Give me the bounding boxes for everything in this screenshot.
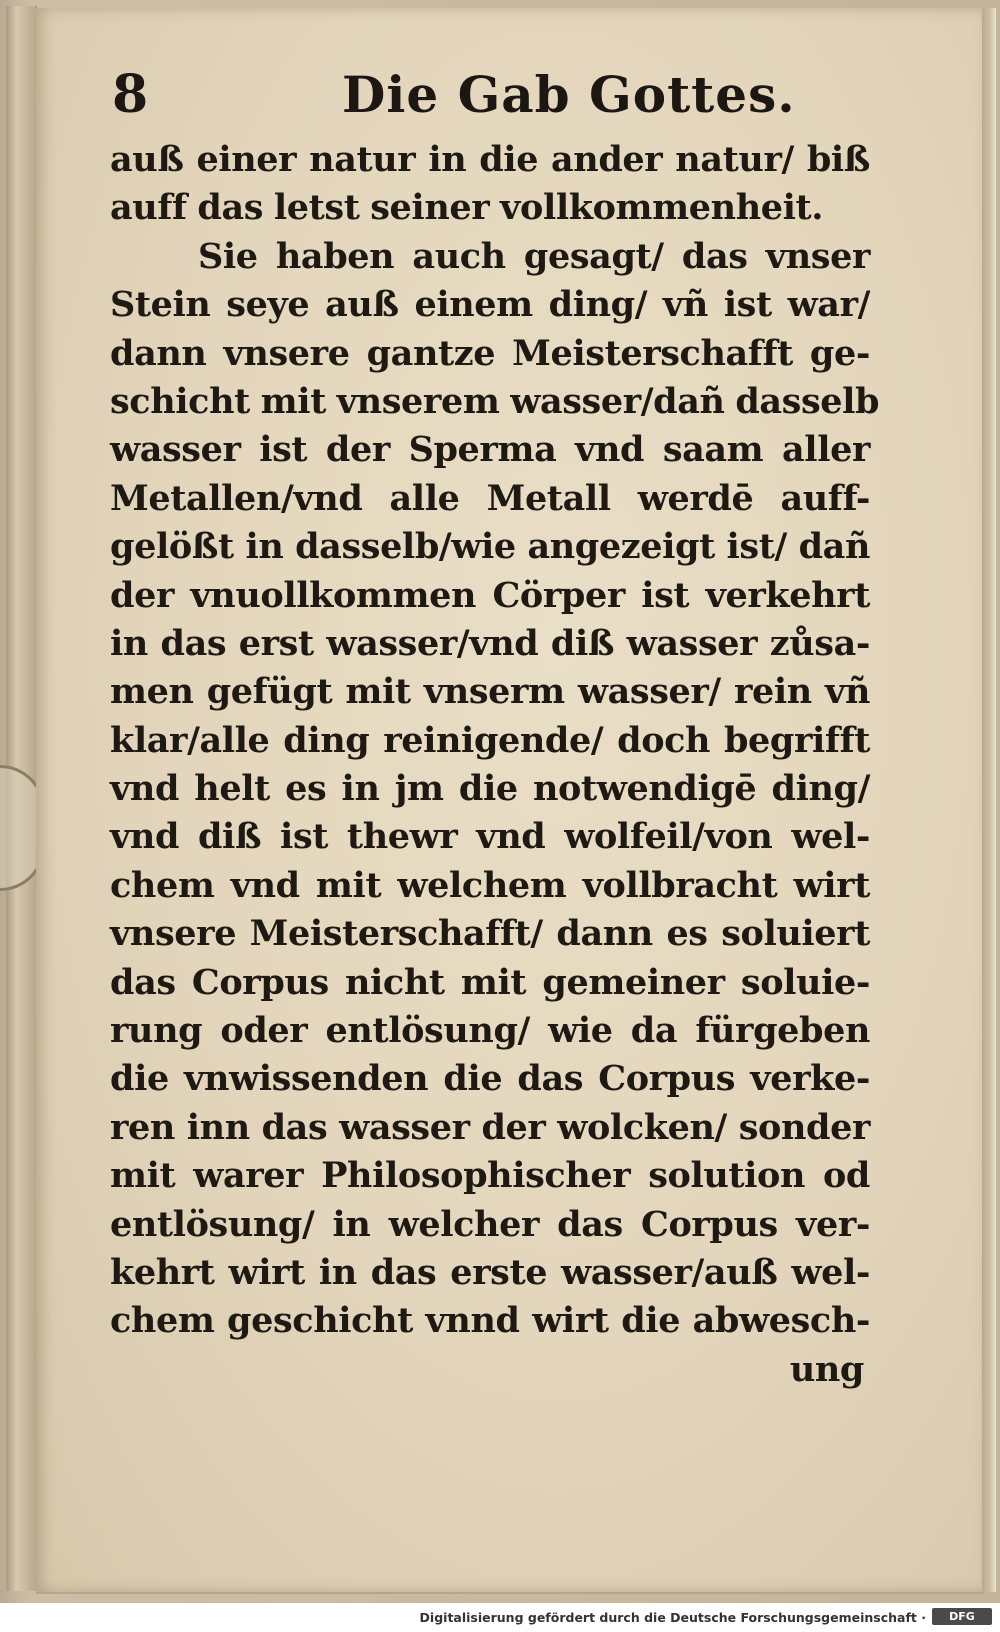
text-line: die vnwissenden die das Corpus verke- [110,1058,870,1100]
text-line: men gefügt mit vnserm wasser/ rein vñ [110,671,870,713]
paper-right-edge [982,8,996,1592]
body-text [110,136,880,1394]
text-line: mit warer Philosophischer solution od [110,1155,870,1197]
text-line: vnsere Meisterschafft/ dann es soluiert [110,913,870,955]
text-line: vnd diß ist thewr vnd wolfeil/von wel- [110,816,870,858]
text-line: entlösung/ in welcher das Corpus ver- [110,1203,870,1245]
text-line: schicht mit vnserem wasser/dañ dasselb [110,380,880,422]
catchword: ung [789,1348,864,1390]
text-line: chem vnd mit welchem vollbracht wirt [110,864,870,906]
digitization-footer [0,1603,1000,1632]
page-number: 8 [112,64,149,125]
text-line: Sie haben auch gesagt/ das vnser [198,235,870,277]
text-line: der vnuollkommen Cörper ist verkehrt [110,574,870,616]
text-line: wasser ist der Sperma vnd saam aller [110,429,870,471]
text-line: vnd helt es in jm die notwendigē ding/ [110,768,870,810]
text-line: das Corpus nicht mit gemeiner soluie- [110,961,870,1003]
text-line: Metallen/vnd alle Metall werdē auff- [110,477,870,519]
text-line: kehrt wirt in das erste wasser/auß wel- [110,1251,870,1293]
text-line: chem geschicht vnnd wirt die abwesch- [110,1300,870,1342]
text-line: klar/alle ding reinigende/ doch begrifft [110,719,870,761]
funding-credit: Digitalisierung gefördert durch die Deutsche Forschungsgemeinschaft · [419,1610,926,1625]
text-line: auff das letst seiner vollkommenheit. [110,187,824,229]
text-line: rung oder entlösung/ wie da fürgeben [110,1010,870,1052]
text-line: dann vnsere gantze Meisterschafft ge- [110,332,870,374]
text-line: auß einer natur in die ander natur/ biß [110,139,870,180]
page-header [112,62,872,132]
text-line: in das erst wasser/vnd diß wasser zůsa- [110,622,870,664]
running-title: Die Gab Gottes. [342,65,796,124]
text-line: gelößt in dasselb/wie angezeigt ist/ dañ [110,526,870,568]
text-line: Stein seye auß einem ding/ vñ ist war/ [110,284,870,326]
text-line: ren inn das wasser der wolcken/ sonder [110,1106,870,1148]
dfg-logo: DFG [932,1608,992,1625]
